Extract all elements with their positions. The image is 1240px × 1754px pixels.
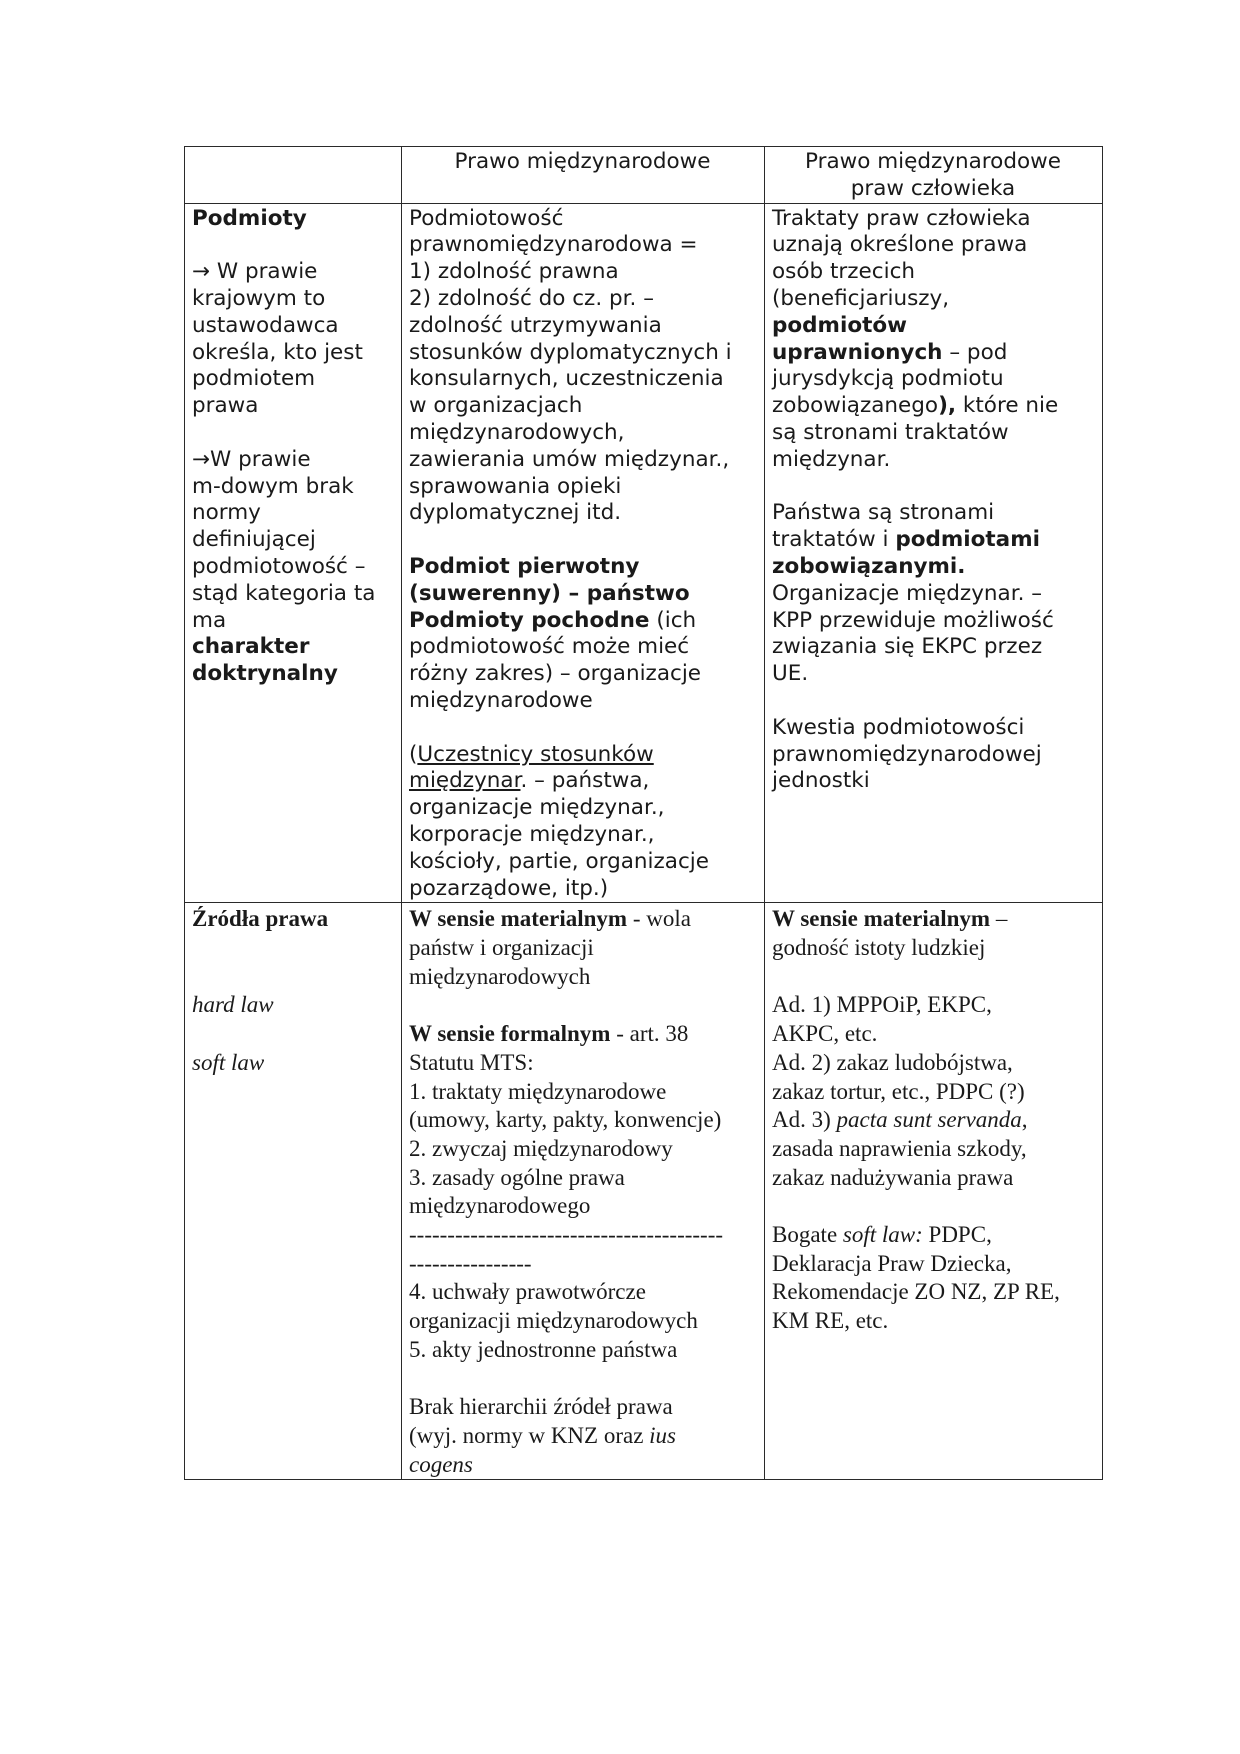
note-line: prawa [192,393,259,419]
row-label-zrodla: Źródła prawa [192,906,329,932]
bold-term: doktrynalny [192,661,338,687]
bold-fragment: ), [938,393,957,419]
text-line: UE. [772,661,809,687]
text-fragment: – [990,906,1008,932]
text-line: Organizacje międzynar. – [772,580,1043,606]
text-line: organizacje międzynar., [409,795,665,821]
text-line: jurysdykcją podmiotu [772,366,1004,392]
text-fragment: Bogate [772,1222,843,1248]
note-line: m-dowym brak [192,473,354,499]
text-fragment: - wola [627,906,691,932]
bold-term: Podmiot pierwotny [409,553,640,579]
text-line: godność istoty ludzkiej [772,935,986,961]
italic-term: ius [649,1422,677,1448]
text-line: zdolność utrzymywania [409,312,662,338]
dashed-separator: ---------------- [409,1250,532,1276]
text-line: 4. uchwały prawotwórcze [409,1279,646,1305]
comparison-table [184,146,1103,1480]
text-line: 5. akty jednostronne państwa [409,1336,678,1362]
bold-term: charakter [192,634,310,660]
header-human-rights-law [765,147,1103,204]
text-line: organizacji międzynarodowych [409,1308,698,1334]
note-line: podmiotowość – [192,553,366,579]
text-line: prawnomiędzynarodowa = [409,232,698,258]
text-line: zawierania umów międzynar., [409,446,730,472]
text-line: Kwestia podmiotowości [772,714,1025,740]
bold-term: W sensie materialnym [772,906,991,932]
note-line: normy [192,500,261,526]
text-line: (umowy, karty, pakty, konwencje) [409,1107,722,1133]
text-line: Deklaracja Praw Dziecka, [772,1250,1012,1276]
text-line: 2. zwyczaj międzynarodowy [409,1135,673,1161]
text-line: Państwa są stronami [772,500,995,526]
text-line: zakaz tortur, etc., PDPC (?) [772,1078,1025,1104]
underlined-term: międzynar [409,768,521,794]
text-line: korporacje międzynar., [409,821,655,847]
note-line: ustawodawca [192,312,339,338]
italic-term: pacta sunt servanda [836,1107,1022,1133]
header-col3-line1: Prawo międzynarodowe [805,149,1061,174]
note-line: definiującej [192,527,316,553]
text-line: jednostki [772,768,870,794]
podmioty-intl-law-cell [402,203,765,903]
text-fragment: (ich [649,607,697,633]
header-international-law [402,147,765,204]
zrodla-intl-law-cell [402,903,765,1480]
text-line: Statutu MTS: [409,1049,534,1075]
bold-term: zobowiązanymi. [772,553,966,579]
text-line: Brak hierarchii źródeł prawa [409,1394,673,1420]
text-fragment: . – państwa, [520,768,650,794]
text-line: 1. traktaty międzynarodowe [409,1078,667,1104]
text-line: różny zakres) – organizacje [409,661,702,687]
header-empty-cell [185,147,402,204]
header-row [185,147,1103,204]
bold-term: uprawnionych [772,339,943,365]
text-line: państw i organizacji [409,935,594,961]
zrodla-human-rights-cell [765,903,1103,1480]
podmioty-human-rights-cell [765,203,1103,903]
note-line: ma [192,607,227,633]
text-line: międzynarodowego [409,1193,591,1219]
text-fragment: traktatów i [772,527,896,553]
text-fragment: (wyj. normy w KNZ oraz [409,1422,650,1448]
text-fragment: - art. 38 [610,1021,689,1047]
text-line: Rekomendacje ZO NZ, ZP RE, [772,1279,1060,1305]
text-line: międzynarodowych, [409,419,625,445]
bold-term: podmiotów [772,312,908,338]
text-line: osób trzecich [772,259,916,285]
text-fragment: , [1021,1107,1028,1133]
note-line: określa, kto jest [192,339,363,365]
text-line: Ad. 1) MPPOiP, EKPC, [772,992,992,1018]
text-line: (beneficjariuszy, [772,285,950,311]
text-line: Traktaty praw człowieka [772,205,1031,231]
text-line: uznają określone prawa [772,232,1028,258]
text-line: Ad. 2) zakaz ludobójstwa, [772,1049,1013,1075]
text-fragment: ( [409,741,418,767]
zrodla-label-cell [185,903,402,1480]
bold-term: W sensie formalnym [409,1021,611,1047]
text-line: stosunków dyplomatycznych i [409,339,732,365]
italic-term: soft law: [842,1222,923,1248]
text-line: konsularnych, uczestniczenia [409,366,724,392]
underlined-term: Uczestnicy stosunków [417,741,654,767]
text-line: w organizacjach [409,393,583,419]
header-col3-line2: praw człowieka [850,175,1016,201]
note-line: → W prawie [192,259,318,285]
note-line: krajowym to [192,285,326,311]
text-line: 1) zdolność prawna [409,259,619,285]
text-line: międzynarodowe [409,687,593,713]
text-line: AKPC, etc. [772,1021,878,1047]
text-fragment: PDPC, [922,1222,992,1248]
text-line: zakaz nadużywania prawa [772,1164,1014,1190]
text-line: międzynarodowych [409,963,591,989]
dashed-separator: ----------------------------------------- [409,1222,724,1248]
text-line: Podmiotowość [409,205,564,231]
note-line: stąd kategoria ta [192,580,376,606]
bold-term: W sensie materialnym [409,906,628,932]
text-line: dyplomatycznej itd. [409,500,622,526]
text-line: kościoły, partie, organizacje [409,848,709,874]
text-fragment: które nie [956,393,1059,419]
text-line: prawnomiędzynarodowej [772,741,1042,767]
row-zrodla-prawa [185,903,1103,1480]
text-fragment: Ad. 3) [772,1107,837,1133]
italic-term: cogens [409,1451,473,1477]
text-line: podmiotowość może mieć [409,634,690,660]
text-line: zasada naprawienia szkody, [772,1135,1027,1161]
text-line: sprawowania opieki [409,473,622,499]
text-line: pozarządowe, itp.) [409,875,609,901]
row-podmioty [185,203,1103,903]
row-label-podmioty: Podmioty [192,205,307,231]
text-line: 2) zdolność do cz. pr. – [409,285,654,311]
text-fragment: zobowiązanego [772,393,939,419]
note-line: →W prawie [192,446,311,472]
text-line: 3. zasady ogólne prawa [409,1164,625,1190]
bold-term: podmiotami [895,527,1040,553]
bold-term: Podmioty pochodne [409,607,650,633]
bold-term: (suwerenny) – państwo [409,580,690,606]
text-fragment: – pod [942,339,1008,365]
note-line: podmiotem [192,366,316,392]
soft-law-label: soft law [192,1049,265,1075]
hard-law-label: hard law [192,992,274,1018]
text-line: są stronami traktatów [772,419,1009,445]
text-line: związania się EKPC przez [772,634,1043,660]
text-line: KPP przewiduje możliwość [772,607,1054,633]
header-col2-label: Prawo międzynarodowe [454,149,711,174]
podmioty-label-cell [185,203,402,903]
text-line: międzynar. [772,446,891,472]
text-line: KM RE, etc. [772,1308,889,1334]
